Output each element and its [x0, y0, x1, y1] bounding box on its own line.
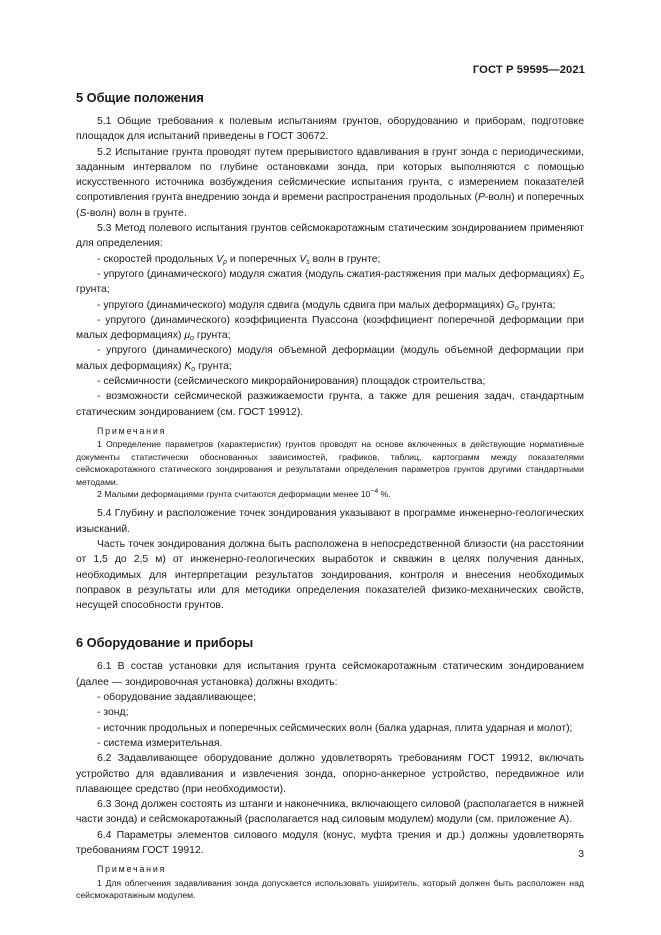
- notes-title: Примечания: [97, 864, 167, 875]
- section-6-title: 6 Оборудование и приборы: [76, 635, 254, 651]
- paragraph-5-2: 5.2 Испытание грунта проводят путем прерывистого вдавливания в грунт зонда с периодическими, заданным интервалом по глубине остановками зонда, при которых выполняются с помощью искусственного источника возбуждения сейсмические испытания грунта, с измерением показателей сопротивления грунта внедрению зонда и времени распространения продольных (P-волн) и поперечных (S-волн) волн в грунте.: [76, 146, 584, 219]
- list-item: - источник продольных и поперечных сейсмических волн (балка ударная, плита ударная и молот);: [97, 722, 573, 734]
- paragraph-5-4: 5.4 Глубину и расположение точек зондирования указывают в программе инженерно-геологических изысканий.: [76, 508, 584, 535]
- list-item: - возможности сейсмической разжижаемости грунта, а также для решения задач, стандартным статическим зондированием (см. ГОСТ 19912).: [76, 391, 584, 418]
- standard-number: ГОСТ Р 59595—2021: [472, 64, 585, 76]
- notes-block: [76, 863, 584, 901]
- notes-block: [76, 425, 584, 500]
- list-item: - упругого (динамического) модуля сжатия (модуль сжатия-растяжения при малых деформациях) $E_o$ грунта;: [76, 268, 584, 296]
- list-item: - зонд;: [97, 707, 129, 719]
- list-item: - сейсмичности (сейсмического микрорайонирования) площадок строительства;: [97, 376, 486, 388]
- note-1: 1 Для облегчения задавливания зонда допускается использовать уширитель, который должен быть расположен над сейсмокаротажным модулем.: [76, 877, 584, 901]
- note-1: 1 Определение параметров (характеристик) грунтов проводят на основе включенных в действующие нормативные документы статистически обоснованных зависимостей, графиков, таблиц, картограмм между показателями сейсмокаротажного статического зондирования и результатами определения параметров грунтов другими стандартными методами.: [76, 439, 584, 487]
- list-item: - упругого (динамического) коэффициента Пуассона (коэффициент поперечной деформации при малых деформациях) $\mu_o$ грунта;: [76, 314, 584, 343]
- list-item: - система измерительная.: [97, 737, 223, 749]
- paragraph-6-3: 6.3 Зонд должен состоять из штанги и наконечника, включающего силовой (располагается в нижней части зонда) и сейсмокаротажный (располагается над силовым модулем) модули (см. приложение А).: [76, 799, 584, 826]
- list-item: - упругого (динамического) модуля объемной деформации (модуль объемной деформации при малых деформациях) $K_o$ грунта;: [76, 345, 584, 373]
- paragraph-5-1: 5.1 Общие требования к полевым испытаниям грунтов, оборудованию и приборам, подготовке площадок для испытаний приведены в ГОСТ 30672.: [76, 116, 584, 143]
- page-number: 3: [578, 849, 584, 860]
- page-content: [76, 90, 584, 902]
- notes-title: Примечания: [97, 425, 167, 436]
- paragraph-5-3: 5.3 Метод полевого испытания грунтов сейсмокаротажным статическим зондированием применяют для определения:: [76, 223, 584, 250]
- paragraph-6-1: 6.1 В состав установки для испытания грунта сейсмокаротажным статическим зондированием (далее — зондировочная установка) должны входить:: [76, 661, 584, 688]
- list-item: - оборудование задавливающее;: [97, 692, 256, 704]
- paragraph-6-2: 6.2 Задавливающее оборудование должно удовлетворять требованиям ГОСТ 19912, включать устройство для вдавливания и извлечения зонда, опорно-анкерное устройство, передвижное или плавающее средство (при необходимости).: [76, 753, 584, 795]
- list-item: - скоростей продольных $V_p$ и поперечных $V_s$ волн в грунте;: [97, 253, 381, 266]
- note-2: 2 Малыми деформациями грунта считаются деформации менее $10^{-4}$ %.: [97, 487, 391, 499]
- paragraph-5-4-continued: Часть точек зондирования должна быть расположена в непосредственной близости (на расстоянии от 1,5 до 2,5 м) от инженерно-геологических выработок и скважин в целях получения данных, необходимых для интерпретации результатов зондирования, контроля и внесения необходимых поправок в результаты или для методики определения показателей физико-механических свойств, несущей способности грунтов.: [76, 538, 584, 612]
- list-item: - упругого (динамического) модуля сдвига (модуль сдвига при малых деформациях) $G_o$ грунта;: [97, 299, 556, 312]
- section-5-title: 5 Общие положения: [76, 90, 204, 105]
- paragraph-6-4: 6.4 Параметры элементов силового модуля (конус, муфта трения и др.) должны удовлетворять требованиям ГОСТ 19912.: [76, 829, 584, 857]
